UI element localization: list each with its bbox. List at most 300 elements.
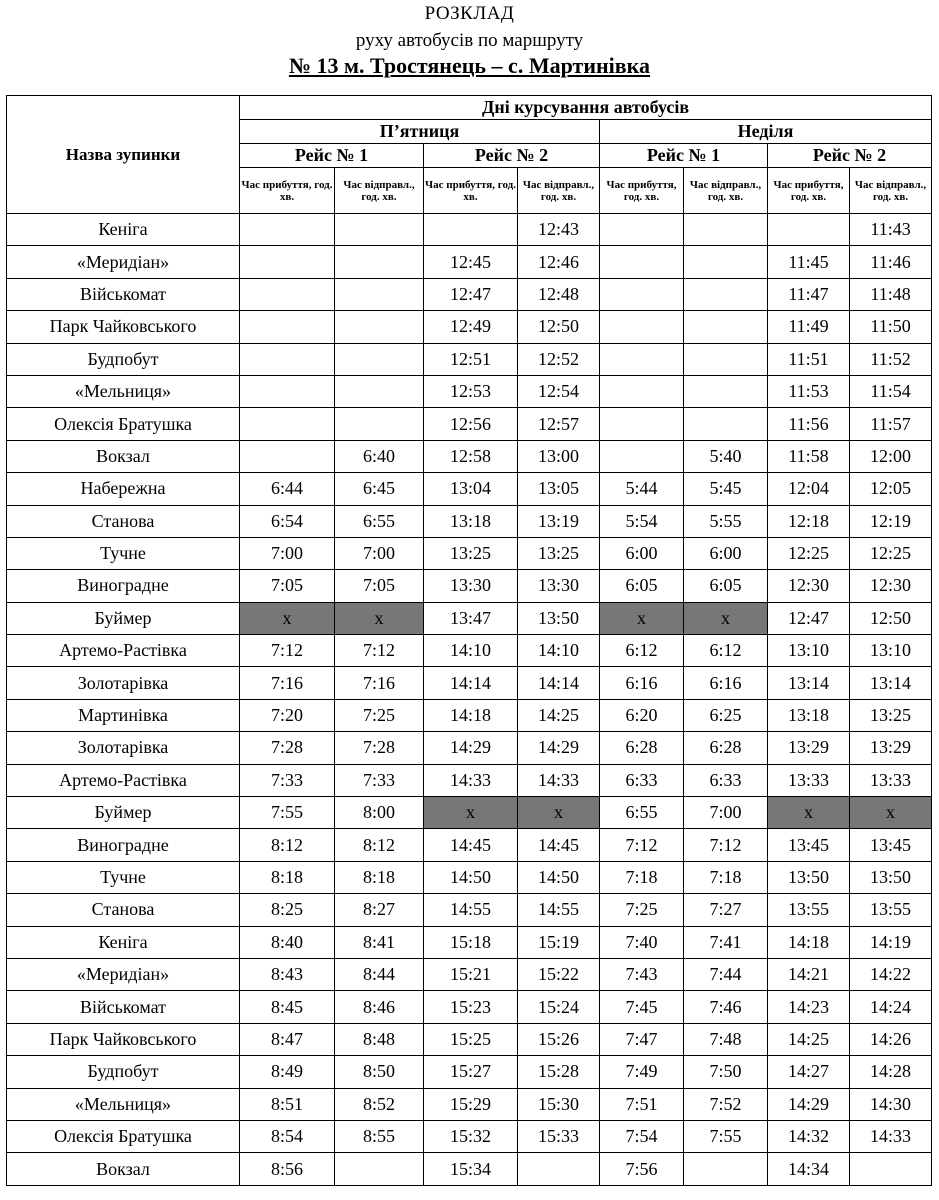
time-cell: 13:50 xyxy=(850,861,932,893)
time-cell: 13:29 xyxy=(850,732,932,764)
time-cell: 13:04 xyxy=(424,473,518,505)
time-cell: 7:43 xyxy=(600,958,684,990)
time-cell: 6:12 xyxy=(600,635,684,667)
departure-time-header: Час відправл., год. хв. xyxy=(518,168,600,214)
time-cell xyxy=(684,246,768,278)
stop-name-cell: Станова xyxy=(7,894,240,926)
time-cell: 12:25 xyxy=(850,537,932,569)
time-cell xyxy=(850,1153,932,1185)
stop-name-cell: Тучне xyxy=(7,861,240,893)
time-cell: 15:21 xyxy=(424,958,518,990)
stop-name-cell: Набережна xyxy=(7,473,240,505)
stop-name-cell: Виноградне xyxy=(7,570,240,602)
time-cell: 8:52 xyxy=(335,1088,424,1120)
time-cell xyxy=(684,343,768,375)
time-cell: 8:45 xyxy=(240,991,335,1023)
table-row xyxy=(7,829,932,861)
stop-name-cell: Золотарівка xyxy=(7,732,240,764)
time-cell: 6:16 xyxy=(684,667,768,699)
time-cell: 13:33 xyxy=(768,764,850,796)
time-cell: 14:18 xyxy=(424,699,518,731)
time-cell: 8:50 xyxy=(335,1056,424,1088)
time-cell: 13:30 xyxy=(424,570,518,602)
time-cell xyxy=(335,246,424,278)
table-row xyxy=(7,797,932,829)
time-cell: x xyxy=(335,602,424,634)
time-cell xyxy=(600,343,684,375)
table-row xyxy=(7,278,932,310)
time-cell: 14:27 xyxy=(768,1056,850,1088)
table-row xyxy=(7,958,932,990)
time-cell: 7:16 xyxy=(240,667,335,699)
time-cell: 15:27 xyxy=(424,1056,518,1088)
day-header-sunday: Неділя xyxy=(600,120,932,144)
time-cell xyxy=(684,214,768,246)
trip-header: Рейс № 1 xyxy=(240,144,424,168)
time-cell: 14:26 xyxy=(850,1023,932,1055)
table-row xyxy=(7,1056,932,1088)
time-cell: 14:29 xyxy=(424,732,518,764)
time-cell: 12:50 xyxy=(850,602,932,634)
time-cell: 14:45 xyxy=(424,829,518,861)
stop-name-cell: Кеніга xyxy=(7,214,240,246)
arrival-time-header: Час прибуття, год. хв. xyxy=(768,168,850,214)
time-cell: 13:45 xyxy=(850,829,932,861)
time-cell: 15:25 xyxy=(424,1023,518,1055)
time-cell: 7:47 xyxy=(600,1023,684,1055)
stop-name-cell: Артемо-Растівка xyxy=(7,635,240,667)
stop-name-cell: Артемо-Растівка xyxy=(7,764,240,796)
stop-name-cell: Виноградне xyxy=(7,829,240,861)
time-cell xyxy=(600,214,684,246)
schedule-body xyxy=(7,214,932,1186)
time-cell: 12:49 xyxy=(424,311,518,343)
table-row xyxy=(7,732,932,764)
time-cell: 6:55 xyxy=(335,505,424,537)
time-cell xyxy=(768,214,850,246)
time-cell: 12:54 xyxy=(518,375,600,407)
time-cell xyxy=(240,214,335,246)
time-cell: 7:28 xyxy=(335,732,424,764)
time-cell: 7:18 xyxy=(684,861,768,893)
time-cell: 15:34 xyxy=(424,1153,518,1185)
stop-name-cell: Буймер xyxy=(7,797,240,829)
time-cell: 8:18 xyxy=(240,861,335,893)
time-cell xyxy=(518,1153,600,1185)
stop-name-header: Назва зупинки xyxy=(7,96,240,214)
stop-name-cell: Олексія Братушка xyxy=(7,408,240,440)
time-cell: 6:12 xyxy=(684,635,768,667)
time-cell: 11:58 xyxy=(768,440,850,472)
time-cell: 13:33 xyxy=(850,764,932,796)
time-cell: 7:05 xyxy=(240,570,335,602)
time-cell xyxy=(684,408,768,440)
schedule-table xyxy=(6,95,932,1186)
table-row xyxy=(7,1088,932,1120)
time-cell: 5:44 xyxy=(600,473,684,505)
table-row xyxy=(7,861,932,893)
time-cell: 6:33 xyxy=(684,764,768,796)
time-cell: 14:33 xyxy=(424,764,518,796)
time-cell: 7:16 xyxy=(335,667,424,699)
time-cell: 13:30 xyxy=(518,570,600,602)
time-cell: 11:43 xyxy=(850,214,932,246)
time-cell: 12:48 xyxy=(518,278,600,310)
time-cell: 12:47 xyxy=(424,278,518,310)
time-cell xyxy=(240,343,335,375)
time-cell: 8:47 xyxy=(240,1023,335,1055)
time-cell: 11:47 xyxy=(768,278,850,310)
stop-name-cell: Будпобут xyxy=(7,1056,240,1088)
time-cell: 14:33 xyxy=(518,764,600,796)
time-cell: 5:55 xyxy=(684,505,768,537)
table-row xyxy=(7,375,932,407)
time-cell: 8:25 xyxy=(240,894,335,926)
time-cell: 6:33 xyxy=(600,764,684,796)
days-header: Дні курсування автобусів xyxy=(240,96,932,120)
stop-name-cell: Олексія Братушка xyxy=(7,1120,240,1152)
time-cell: 12:18 xyxy=(768,505,850,537)
time-cell: 13:45 xyxy=(768,829,850,861)
time-cell xyxy=(335,278,424,310)
time-cell xyxy=(335,375,424,407)
time-cell: 12:30 xyxy=(768,570,850,602)
time-cell: 11:45 xyxy=(768,246,850,278)
time-cell: 14:33 xyxy=(850,1120,932,1152)
time-cell: 14:32 xyxy=(768,1120,850,1152)
time-cell: 12:50 xyxy=(518,311,600,343)
time-cell: 6:16 xyxy=(600,667,684,699)
time-cell: 7:27 xyxy=(684,894,768,926)
time-cell: 11:54 xyxy=(850,375,932,407)
table-row xyxy=(7,1023,932,1055)
time-cell: 14:25 xyxy=(768,1023,850,1055)
table-row xyxy=(7,311,932,343)
time-cell: 13:18 xyxy=(768,699,850,731)
time-cell xyxy=(335,214,424,246)
route-name: № 13 м. Тростянець – с. Мартинівка xyxy=(288,53,651,78)
time-cell: 13:25 xyxy=(424,537,518,569)
time-cell: 13:55 xyxy=(768,894,850,926)
arrival-time-header: Час прибуття, год. хв. xyxy=(424,168,518,214)
table-row xyxy=(7,926,932,958)
time-cell: 8:41 xyxy=(335,926,424,958)
stop-name-cell: Мартинівка xyxy=(7,699,240,731)
time-cell: 8:18 xyxy=(335,861,424,893)
time-cell: x xyxy=(768,797,850,829)
time-cell: 13:25 xyxy=(518,537,600,569)
time-cell: 7:00 xyxy=(684,797,768,829)
time-cell: 12:25 xyxy=(768,537,850,569)
time-cell: 14:34 xyxy=(768,1153,850,1185)
time-cell: 8:40 xyxy=(240,926,335,958)
trip-header: Рейс № 1 xyxy=(600,144,768,168)
time-cell: 15:28 xyxy=(518,1056,600,1088)
time-cell: 14:55 xyxy=(518,894,600,926)
time-cell: 14:10 xyxy=(424,635,518,667)
time-cell: 14:55 xyxy=(424,894,518,926)
stop-name-cell: Парк Чайковського xyxy=(7,311,240,343)
stop-name-cell: Кеніга xyxy=(7,926,240,958)
time-cell: 7:25 xyxy=(600,894,684,926)
time-cell: 7:41 xyxy=(684,926,768,958)
time-cell: 11:50 xyxy=(850,311,932,343)
time-cell: 12:51 xyxy=(424,343,518,375)
time-cell: 12:05 xyxy=(850,473,932,505)
time-cell: 7:49 xyxy=(600,1056,684,1088)
time-cell: 6:54 xyxy=(240,505,335,537)
time-cell: 15:26 xyxy=(518,1023,600,1055)
time-cell: 5:45 xyxy=(684,473,768,505)
time-cell: 6:28 xyxy=(600,732,684,764)
time-cell: 7:46 xyxy=(684,991,768,1023)
time-cell: 13:05 xyxy=(518,473,600,505)
time-cell: 6:28 xyxy=(684,732,768,764)
time-cell: x xyxy=(518,797,600,829)
stop-name-cell: Будпобут xyxy=(7,343,240,375)
time-cell: 8:00 xyxy=(335,797,424,829)
time-cell xyxy=(684,375,768,407)
time-cell: 14:19 xyxy=(850,926,932,958)
time-cell: 14:14 xyxy=(518,667,600,699)
time-cell: 7:33 xyxy=(240,764,335,796)
arrival-time-header: Час прибуття, год. хв. xyxy=(240,168,335,214)
stop-name-cell: Вокзал xyxy=(7,1153,240,1185)
time-cell: 12:53 xyxy=(424,375,518,407)
time-cell: 13:10 xyxy=(850,635,932,667)
time-cell: 15:23 xyxy=(424,991,518,1023)
time-cell: 13:00 xyxy=(518,440,600,472)
time-cell: 7:18 xyxy=(600,861,684,893)
table-row xyxy=(7,343,932,375)
time-cell: 13:25 xyxy=(850,699,932,731)
stop-name-cell: Золотарівка xyxy=(7,667,240,699)
time-cell: 6:44 xyxy=(240,473,335,505)
time-cell: 7:12 xyxy=(684,829,768,861)
time-cell: 7:55 xyxy=(240,797,335,829)
time-cell: x xyxy=(600,602,684,634)
time-cell: 6:45 xyxy=(335,473,424,505)
table-row xyxy=(7,894,932,926)
time-cell: 12:46 xyxy=(518,246,600,278)
time-cell: 7:12 xyxy=(600,829,684,861)
time-cell: 7:12 xyxy=(240,635,335,667)
time-cell: 14:22 xyxy=(850,958,932,990)
time-cell: 7:33 xyxy=(335,764,424,796)
departure-time-header: Час відправл., год. хв. xyxy=(335,168,424,214)
stop-name-cell: «Мельниця» xyxy=(7,375,240,407)
time-cell: 8:54 xyxy=(240,1120,335,1152)
table-row xyxy=(7,505,932,537)
trip-header: Рейс № 2 xyxy=(424,144,600,168)
time-cell: 8:55 xyxy=(335,1120,424,1152)
time-cell: 11:46 xyxy=(850,246,932,278)
time-cell: 15:32 xyxy=(424,1120,518,1152)
table-row xyxy=(7,214,932,246)
time-cell: 8:56 xyxy=(240,1153,335,1185)
time-cell: 14:30 xyxy=(850,1088,932,1120)
time-cell: x xyxy=(240,602,335,634)
table-row xyxy=(7,537,932,569)
stop-name-cell: Вокзал xyxy=(7,440,240,472)
stop-name-cell: «Меридіан» xyxy=(7,246,240,278)
time-cell: 12:56 xyxy=(424,408,518,440)
time-cell: 12:19 xyxy=(850,505,932,537)
time-cell xyxy=(684,311,768,343)
stop-name-cell: Військомат xyxy=(7,278,240,310)
time-cell: 12:00 xyxy=(850,440,932,472)
time-cell: 7:05 xyxy=(335,570,424,602)
time-cell: 7:44 xyxy=(684,958,768,990)
time-cell: 14:25 xyxy=(518,699,600,731)
time-cell xyxy=(335,343,424,375)
time-cell xyxy=(240,440,335,472)
time-cell: 15:29 xyxy=(424,1088,518,1120)
time-cell: 7:00 xyxy=(335,537,424,569)
time-cell xyxy=(600,408,684,440)
time-cell: 14:29 xyxy=(768,1088,850,1120)
time-cell: 11:56 xyxy=(768,408,850,440)
time-cell: 11:52 xyxy=(850,343,932,375)
time-cell: 7:55 xyxy=(684,1120,768,1152)
time-cell: 11:57 xyxy=(850,408,932,440)
stop-name-cell: Буймер xyxy=(7,602,240,634)
time-cell: 7:51 xyxy=(600,1088,684,1120)
time-cell: 6:05 xyxy=(600,570,684,602)
time-cell: 14:45 xyxy=(518,829,600,861)
time-cell: 14:23 xyxy=(768,991,850,1023)
time-cell: 8:27 xyxy=(335,894,424,926)
stop-name-cell: Парк Чайковського xyxy=(7,1023,240,1055)
time-cell: 7:00 xyxy=(240,537,335,569)
time-cell xyxy=(240,278,335,310)
time-cell: 11:48 xyxy=(850,278,932,310)
time-cell: 14:24 xyxy=(850,991,932,1023)
time-cell: 5:54 xyxy=(600,505,684,537)
time-cell: 7:54 xyxy=(600,1120,684,1152)
time-cell: 6:20 xyxy=(600,699,684,731)
day-header-friday: П’ятниця xyxy=(240,120,600,144)
time-cell: 11:49 xyxy=(768,311,850,343)
time-cell: 5:40 xyxy=(684,440,768,472)
time-cell: 14:14 xyxy=(424,667,518,699)
time-cell: 7:28 xyxy=(240,732,335,764)
time-cell xyxy=(600,375,684,407)
time-cell: 12:04 xyxy=(768,473,850,505)
time-cell: 7:45 xyxy=(600,991,684,1023)
time-cell: 14:18 xyxy=(768,926,850,958)
time-cell: 6:00 xyxy=(684,537,768,569)
time-cell: 13:14 xyxy=(768,667,850,699)
time-cell: 7:50 xyxy=(684,1056,768,1088)
time-cell xyxy=(240,311,335,343)
time-cell: 6:00 xyxy=(600,537,684,569)
time-cell: 15:24 xyxy=(518,991,600,1023)
time-cell: 13:47 xyxy=(424,602,518,634)
time-cell: 6:55 xyxy=(600,797,684,829)
time-cell xyxy=(424,214,518,246)
time-cell: x xyxy=(424,797,518,829)
trip-header: Рейс № 2 xyxy=(768,144,932,168)
time-cell xyxy=(335,1153,424,1185)
time-cell: 15:19 xyxy=(518,926,600,958)
time-cell: 6:05 xyxy=(684,570,768,602)
stop-name-cell: Військомат xyxy=(7,991,240,1023)
time-cell xyxy=(600,440,684,472)
time-cell: 13:19 xyxy=(518,505,600,537)
table-row xyxy=(7,1120,932,1152)
table-row xyxy=(7,246,932,278)
time-cell xyxy=(335,408,424,440)
time-cell: 8:12 xyxy=(240,829,335,861)
time-cell: 6:25 xyxy=(684,699,768,731)
stop-name-cell: «Мельниця» xyxy=(7,1088,240,1120)
time-cell: 13:29 xyxy=(768,732,850,764)
time-cell xyxy=(240,246,335,278)
time-cell: 11:53 xyxy=(768,375,850,407)
time-cell: 7:52 xyxy=(684,1088,768,1120)
table-row xyxy=(7,991,932,1023)
time-cell: 13:50 xyxy=(768,861,850,893)
stop-name-cell: «Меридіан» xyxy=(7,958,240,990)
time-cell: 12:45 xyxy=(424,246,518,278)
departure-time-header: Час відправл., год. хв. xyxy=(684,168,768,214)
table-row xyxy=(7,635,932,667)
time-cell: 7:20 xyxy=(240,699,335,731)
time-cell: 6:40 xyxy=(335,440,424,472)
table-row xyxy=(7,570,932,602)
time-cell: 7:56 xyxy=(600,1153,684,1185)
time-cell: 13:14 xyxy=(850,667,932,699)
time-cell xyxy=(240,375,335,407)
time-cell: 7:25 xyxy=(335,699,424,731)
time-cell: 8:48 xyxy=(335,1023,424,1055)
time-cell: 14:28 xyxy=(850,1056,932,1088)
table-row xyxy=(7,699,932,731)
time-cell: 13:50 xyxy=(518,602,600,634)
stop-name-cell: Станова xyxy=(7,505,240,537)
time-cell: 13:10 xyxy=(768,635,850,667)
time-cell xyxy=(684,1153,768,1185)
document-title: РОЗКЛАД xyxy=(424,3,515,24)
time-cell: 14:50 xyxy=(518,861,600,893)
time-cell xyxy=(600,311,684,343)
time-cell: 15:18 xyxy=(424,926,518,958)
table-row xyxy=(7,440,932,472)
time-cell: 12:43 xyxy=(518,214,600,246)
time-cell: 11:51 xyxy=(768,343,850,375)
table-row xyxy=(7,473,932,505)
time-cell: 13:18 xyxy=(424,505,518,537)
table-row xyxy=(7,764,932,796)
time-cell: 12:58 xyxy=(424,440,518,472)
time-cell: 7:12 xyxy=(335,635,424,667)
time-cell xyxy=(335,311,424,343)
time-cell xyxy=(240,408,335,440)
table-row xyxy=(7,667,932,699)
time-cell: x xyxy=(684,602,768,634)
time-cell xyxy=(684,278,768,310)
time-cell: 8:51 xyxy=(240,1088,335,1120)
time-cell: 15:22 xyxy=(518,958,600,990)
time-cell: 12:47 xyxy=(768,602,850,634)
time-cell: 14:21 xyxy=(768,958,850,990)
table-row xyxy=(7,602,932,634)
time-cell: 8:12 xyxy=(335,829,424,861)
departure-time-header: Час відправл., год. хв. xyxy=(850,168,932,214)
time-cell: 12:52 xyxy=(518,343,600,375)
time-cell: 12:57 xyxy=(518,408,600,440)
